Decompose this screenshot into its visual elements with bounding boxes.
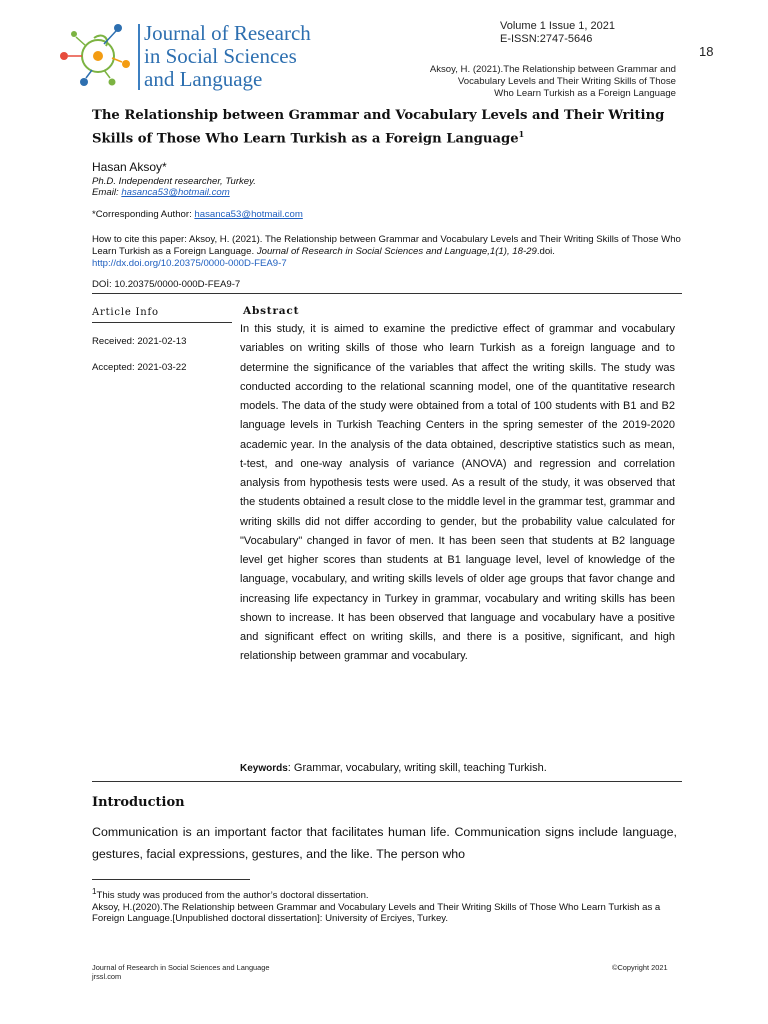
footnote-text: This study was produced from the author’s doctoral dissertation.: [96, 890, 369, 902]
footer-site: jrssl.com: [92, 972, 122, 981]
page-footer-left: [92, 963, 270, 981]
introduction-text: Communication is an important factor that facilitates human life. Communication signs include language, gestures, facial expressions, gestures, and the like. The person who: [92, 825, 677, 861]
paper-title-text: The Relationship between Grammar and Vocabulary Levels and Their Writing Skills of Those Who Learn Turkish as a Foreign Language: [92, 108, 665, 147]
introduction-heading: Introduction: [92, 795, 185, 810]
running-head-line: Aksoy, H. (2021).The Relationship between Grammar and: [429, 64, 676, 75]
issue-info: [500, 20, 615, 46]
citation-doi-link[interactable]: http://dx.doi.org/10.20375/0000-000D-FEA9-7: [92, 258, 287, 269]
corresponding-author: [92, 209, 303, 220]
author-email-line: [92, 187, 230, 198]
keywords: [240, 762, 547, 774]
doi: DOİ: 10.20375/0000-000D-FEA9-7: [92, 279, 241, 290]
accepted-date: Accepted: 2021-03-22: [92, 362, 187, 373]
author-email-link[interactable]: hasanca53@hotmail.com: [121, 187, 230, 198]
paper-title: [92, 106, 682, 148]
footnote-reference: Aksoy, H.(2020).The Relationship between Grammar and Vocabulary Levels and Their Writing Skills of Those Who Learn Turkish as a Foreign Language.[Unpublished doctoral dissertation]: University of Erciyes, Turkey.: [92, 901, 661, 925]
citation-suffix: .doi.: [536, 246, 555, 257]
journal-logo-icon: [54, 20, 136, 90]
email-label: Email:: [92, 187, 119, 198]
footnote-divider: [92, 879, 250, 880]
running-head-line: Who Learn Turkish as a Foreign Language: [494, 88, 676, 99]
corresponding-label: *Corresponding Author:: [92, 209, 192, 220]
issn: E-ISSN:2747-5646: [500, 33, 593, 45]
author-affiliation: Ph.D. Independent researcher, Turkey.: [92, 176, 256, 187]
section-divider: [92, 293, 682, 294]
page-number: 18: [699, 44, 714, 59]
logo-line: Journal of Research: [144, 21, 311, 45]
abstract-text: In this study, it is aimed to examine the predictive effect of grammar and vocabulary variables on writing skills of those who learn Turkish as a foreign language and to determine the significance of the variables that affect the writing skills. The study was conducted according to the relational scanning model, one of the quantitative research models. The data of the study were obtained from a total of 100 students with B1 and B2 language levels in Turkish Teaching Centers in the spring semester of the 2019-2020 academic year. In the analysis of the data obtained, descriptive statistics such as mean, t-test, and one-way analysis of variance (ANOVA) and regression and correlation analysis from hypothesis tests were used. As a result of the study, it was observed that the students obtained a result close to the middle level in the grammar test, grammar and writing skills did not differ according to gender, but the probability value calculated for "Vocabulary" changed in favor of men. It has been seen that students at B2 language level get higher scores than students at B1 language level, level of knowledge of the language, vocabulary, and writing skills levels of older age groups that favor change and increasing life expectancy in Turkey in grammar, vocabulary and writing skills has been shown to increase. It has been observed that language and vocabulary have a positive and significant effect on writing skills, and there is a positive, significant, and high relationship between grammar and vocabulary.: [240, 323, 675, 663]
logo-line: and Language: [144, 67, 263, 91]
citation-journal: Journal of Research in Social Sciences and Language,1(1), 18-29: [256, 246, 537, 257]
article-info-heading: Article Info: [92, 307, 159, 318]
running-head: [346, 64, 676, 100]
footer-journal: Journal of Research in Social Sciences and Language: [92, 963, 270, 972]
footnote-line: [92, 886, 682, 902]
citation-block: [92, 234, 682, 270]
keywords-text: : Grammar, vocabulary, writing skill, teaching Turkish.: [287, 762, 547, 774]
journal-logo-text: [144, 22, 311, 91]
corresponding-email-link[interactable]: hasanca53@hotmail.com: [194, 209, 303, 220]
volume-issue: Volume 1 Issue 1, 2021: [500, 20, 615, 32]
running-head-line: Vocabulary Levels and Their Writing Skills of Those: [457, 76, 676, 87]
citation-prefix: How to cite this paper: Aksoy, H. (2021). The Relationship between Grammar and Vocabulary Levels and Their Writing Skills of Those Who Learn Turkish as a Foreign Language.: [92, 234, 681, 257]
logo-line: in Social Sciences: [144, 44, 297, 68]
keywords-label: Keywords: [240, 763, 288, 774]
abstract-heading: Abstract: [243, 305, 300, 317]
title-footnote-mark[interactable]: 1: [518, 129, 525, 139]
section-divider: [92, 781, 682, 782]
author-name: Hasan Aksoy*: [92, 160, 167, 174]
received-date: Received: 2021-02-13: [92, 336, 187, 347]
footnote: [92, 886, 682, 925]
footnote-mark: 1: [92, 887, 97, 896]
logo-divider: [138, 24, 140, 90]
footer-copyright: ©Copyright 2021: [612, 963, 668, 972]
article-info-divider: [92, 322, 232, 323]
